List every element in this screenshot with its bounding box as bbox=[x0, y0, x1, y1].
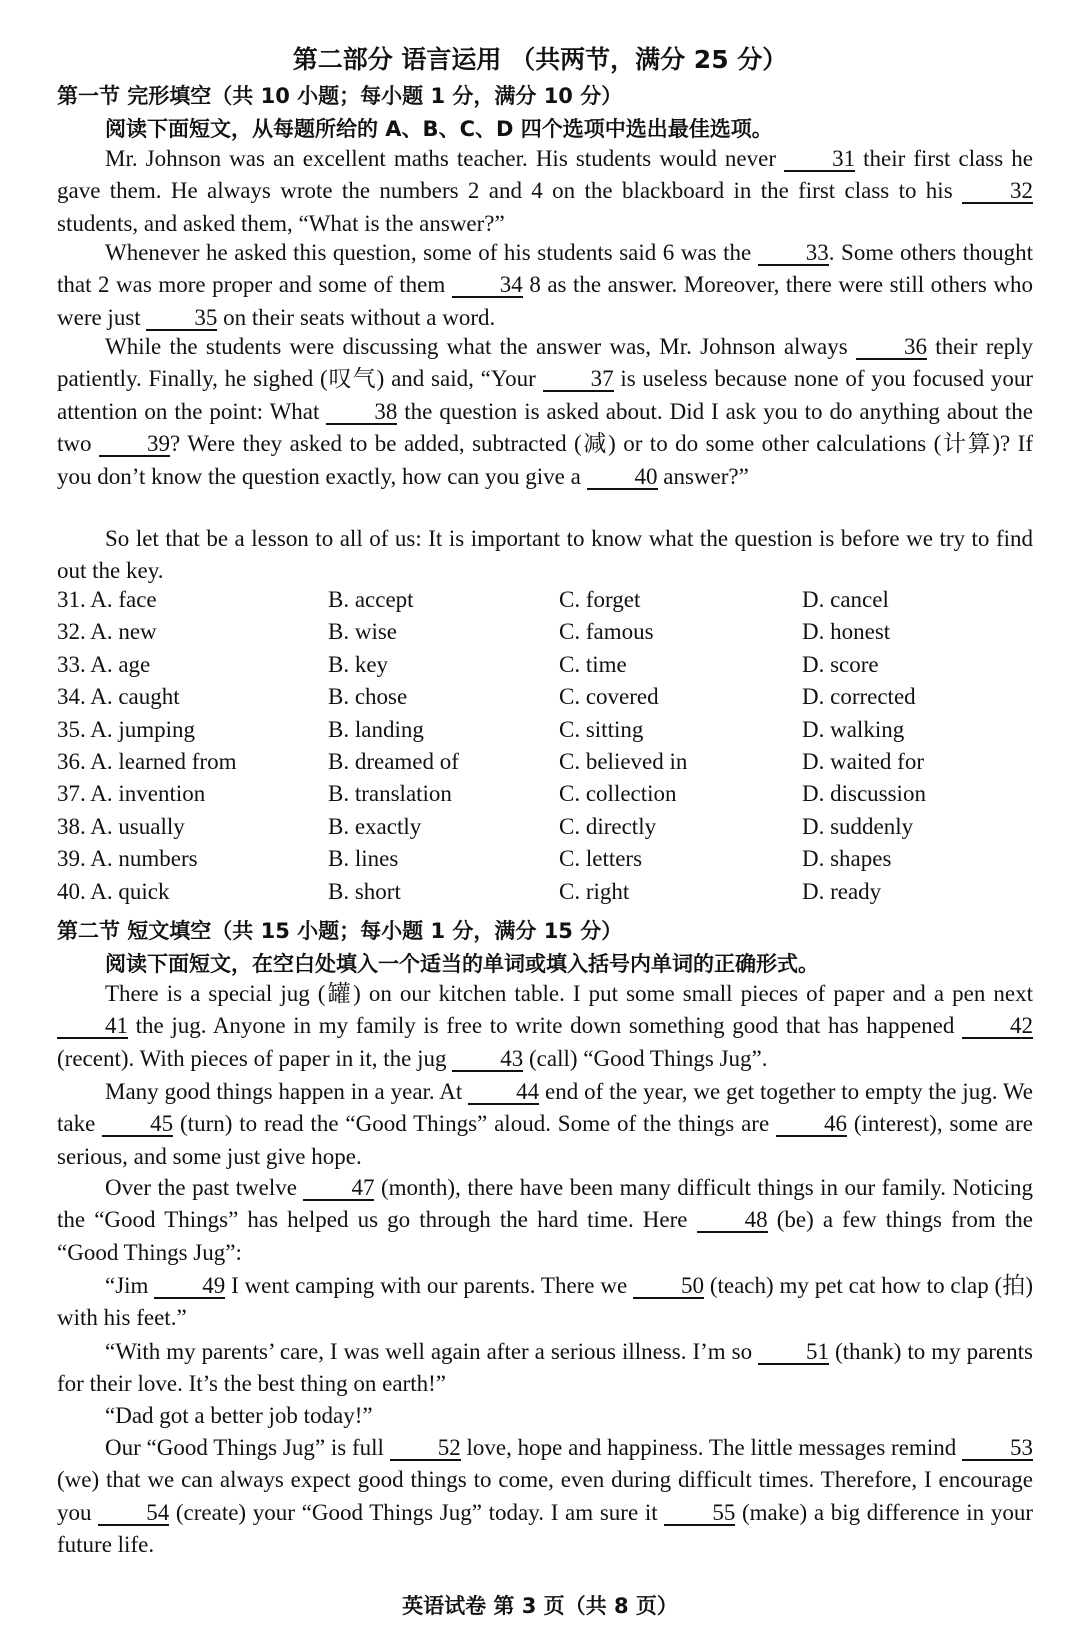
section2-instruction: 阅读下面短文，在空白处填入一个适当的单词或填入括号内单词的正确形式。 bbox=[105, 952, 819, 976]
option-b[interactable]: B. dreamed of bbox=[328, 748, 459, 774]
blank-35[interactable]: 35 bbox=[146, 307, 217, 331]
option-a[interactable]: 38. A. usually bbox=[57, 813, 185, 839]
text-run: students, and asked them, “What is the answer?” bbox=[57, 210, 505, 236]
option-c[interactable]: C. covered bbox=[559, 684, 659, 710]
option-c[interactable]: C. right bbox=[559, 878, 630, 904]
option-d[interactable]: D. walking bbox=[802, 716, 905, 742]
cloze-paragraph-3 bbox=[57, 331, 1033, 493]
option-b[interactable]: B. exactly bbox=[328, 813, 422, 839]
option-a[interactable]: 39. A. numbers bbox=[57, 846, 198, 872]
option-d[interactable]: D. corrected bbox=[802, 684, 916, 710]
option-d[interactable]: D. score bbox=[802, 651, 879, 677]
text-run: (recent). With pieces of paper in it, the jug bbox=[57, 1045, 453, 1071]
option-d[interactable]: D. shapes bbox=[802, 846, 892, 872]
blank-39[interactable]: 39 bbox=[99, 433, 170, 457]
option-row bbox=[57, 781, 1033, 813]
text-run: (turn) to read the “Good Things” aloud. Some of the things are bbox=[173, 1111, 777, 1137]
text-run: . Some others thought that 2 was more proper and some of them bbox=[57, 240, 1033, 298]
text-run: I went camping with our parents. There we bbox=[225, 1273, 633, 1298]
option-d[interactable]: D. cancel bbox=[802, 587, 889, 612]
section1-heading: 第一节 完形填空（共 10 小题；每小题 1 分，满分 10 分） bbox=[57, 84, 623, 108]
blank-47[interactable]: 47 bbox=[303, 1177, 374, 1201]
option-a[interactable]: 33. A. age bbox=[57, 651, 151, 677]
option-row bbox=[57, 749, 1033, 781]
text-run: Mr. Johnson was an excellent maths teacher. His students would never bbox=[105, 146, 785, 171]
option-b[interactable]: B. lines bbox=[328, 846, 399, 872]
cloze-paragraph-2 bbox=[57, 237, 1033, 334]
text-run: the question is asked about. Did I ask you to do anything about the two bbox=[57, 398, 1033, 457]
text-run: While the students were discussing what the answer was, Mr. Johnson always bbox=[105, 334, 857, 359]
text-run: (be) a few things from the “Good Things Jug”: bbox=[57, 1207, 1033, 1265]
text-run: (month), there have been many difficult things in our family. Noticing the “Good Things” has helped us go through the hard time. Here bbox=[57, 1175, 1034, 1233]
options-table bbox=[57, 587, 1033, 911]
option-row bbox=[57, 717, 1033, 749]
option-a[interactable]: 40. A. quick bbox=[57, 878, 170, 904]
option-b[interactable]: B. translation bbox=[328, 781, 452, 807]
option-c[interactable]: C. directly bbox=[559, 813, 657, 839]
option-a[interactable]: 32. A. new bbox=[57, 619, 157, 645]
text-run: (we) that we can always expect good things to come, even during difficult times. Therefore, I encourage you bbox=[57, 1467, 1033, 1525]
option-d[interactable]: D. discussion bbox=[802, 781, 926, 807]
text-run: “Jim bbox=[105, 1273, 155, 1298]
text-run: Whenever he asked this question, some of his students said 6 was the bbox=[105, 240, 758, 265]
text-run: is useless because none of you focused your attention on the point: What bbox=[57, 366, 1033, 424]
fill-paragraph-7 bbox=[57, 1432, 1033, 1562]
text-run: love, hope and happiness. The little messages remind bbox=[460, 1435, 962, 1460]
option-b[interactable]: B. wise bbox=[328, 619, 397, 645]
option-c[interactable]: C. letters bbox=[559, 846, 643, 872]
option-row bbox=[57, 846, 1033, 878]
blank-41[interactable]: 41 bbox=[57, 1015, 128, 1039]
text-run: the jug. Anyone in my family is free to write down something good that has happened bbox=[128, 1013, 962, 1039]
option-row bbox=[57, 814, 1033, 846]
option-d[interactable]: D. suddenly bbox=[802, 813, 914, 839]
blank-52[interactable]: 52 bbox=[390, 1437, 461, 1461]
blank-31[interactable]: 31 bbox=[784, 148, 855, 172]
fill-paragraph-2 bbox=[57, 1076, 1033, 1173]
blank-50[interactable]: 50 bbox=[633, 1275, 704, 1299]
blank-37[interactable]: 37 bbox=[543, 368, 614, 392]
blank-49[interactable]: 49 bbox=[154, 1275, 225, 1299]
blank-33[interactable]: 33 bbox=[758, 242, 829, 266]
text-run: on their seats without a word. bbox=[217, 304, 496, 330]
blank-51[interactable]: 51 bbox=[758, 1341, 829, 1365]
text-run: Many good things happen in a year. At bbox=[105, 1079, 469, 1104]
text-run: (call) “Good Things Jug”. bbox=[523, 1045, 768, 1071]
option-a[interactable]: 35. A. jumping bbox=[57, 716, 196, 742]
text-run: (teach) my pet cat how to clap (拍) with his feet.” bbox=[57, 1273, 1033, 1331]
option-c[interactable]: C. forget bbox=[559, 587, 641, 612]
blank-48[interactable]: 48 bbox=[697, 1209, 768, 1233]
page-footer: 英语试卷 第 3 页（共 8 页） bbox=[402, 1594, 678, 1618]
text-run: Over the past twelve bbox=[105, 1175, 304, 1200]
option-a[interactable]: 34. A. caught bbox=[57, 684, 180, 710]
fill-paragraph-5 bbox=[57, 1336, 1033, 1401]
blank-34[interactable]: 34 bbox=[452, 274, 523, 298]
blank-53[interactable]: 53 bbox=[962, 1437, 1033, 1461]
blank-44[interactable]: 44 bbox=[468, 1081, 539, 1105]
option-b[interactable]: B. landing bbox=[328, 716, 424, 742]
fill-paragraph-1 bbox=[57, 978, 1033, 1075]
option-a[interactable]: 37. A. invention bbox=[57, 781, 206, 807]
text-run: 8 as the answer. Moreover, there were still others who were just bbox=[57, 272, 1034, 330]
part-title: 第二部分 语言运用 （共两节，满分 25 分） bbox=[292, 45, 788, 74]
fill-paragraph-4 bbox=[57, 1270, 1033, 1335]
section2-heading: 第二节 短文填空（共 15 小题；每小题 1 分，满分 15 分） bbox=[57, 919, 623, 943]
text-run: Our “Good Things Jug” is full bbox=[105, 1435, 390, 1460]
text-run: ? Were they asked to be added, subtracted (减) or to do some other calculations (计算)? If you don’t know the question exactly, how can you give a bbox=[57, 431, 1033, 489]
option-row bbox=[57, 619, 1033, 651]
section1-instruction: 阅读下面短文，从每题所给的 A、B、C、D 四个选项中选出最佳选项。 bbox=[105, 117, 773, 141]
text-run: answer?” bbox=[657, 463, 749, 489]
option-c[interactable]: C. time bbox=[559, 651, 627, 677]
blank-54[interactable]: 54 bbox=[98, 1502, 169, 1526]
blank-42[interactable]: 42 bbox=[962, 1015, 1033, 1039]
option-a[interactable]: 31. A. face bbox=[57, 587, 157, 612]
option-a[interactable]: 36. A. learned from bbox=[57, 748, 237, 774]
cloze-paragraph-1 bbox=[57, 143, 1033, 240]
option-b[interactable]: B. accept bbox=[328, 587, 414, 612]
option-b[interactable]: B. short bbox=[328, 878, 401, 904]
text-run: “With my parents’ care, I was well again after a serious illness. I’m so bbox=[105, 1339, 759, 1364]
fill-paragraph-3 bbox=[57, 1172, 1033, 1269]
option-d[interactable]: D. honest bbox=[802, 619, 891, 645]
blank-36[interactable]: 36 bbox=[856, 336, 927, 360]
text-run: their reply patiently. Finally, he sighed (叹气) and said, “Your bbox=[57, 334, 1033, 392]
option-d[interactable]: D. waited for bbox=[802, 748, 924, 774]
option-row bbox=[57, 684, 1033, 716]
fill-paragraph-6: “Dad got a better job today!” bbox=[105, 1403, 373, 1428]
blank-38[interactable]: 38 bbox=[326, 401, 397, 425]
option-c[interactable]: C. believed in bbox=[559, 748, 688, 774]
blank-45[interactable]: 45 bbox=[102, 1113, 173, 1137]
blank-55[interactable]: 55 bbox=[664, 1502, 735, 1526]
text-run: end of the year, we get together to empty the jug. We take bbox=[57, 1079, 1033, 1137]
text-run: (create) your “Good Things Jug” today. I am sure it bbox=[169, 1499, 665, 1525]
text-run: There is a special jug (罐) on our kitchen table. I put some small pieces of paper and a pen next bbox=[105, 981, 1033, 1006]
blank-46[interactable]: 46 bbox=[776, 1113, 847, 1137]
text-run: their first class he gave them. He always wrote the numbers 2 and 4 on the blackboard in the first class to his bbox=[57, 146, 1033, 204]
cloze-paragraph-4: So let that be a lesson to all of us: It is important to know what the question is before we try to find out the key. bbox=[57, 526, 1033, 584]
text-run: (interest), some are serious, and some just give hope. bbox=[57, 1111, 1033, 1169]
option-b[interactable]: B. chose bbox=[328, 684, 408, 710]
option-b[interactable]: B. key bbox=[328, 651, 389, 677]
option-row bbox=[57, 652, 1033, 684]
blank-40[interactable]: 40 bbox=[587, 466, 658, 490]
option-row bbox=[57, 879, 1033, 911]
option-row bbox=[57, 587, 1033, 619]
blank-43[interactable]: 43 bbox=[452, 1048, 523, 1072]
blank-32[interactable]: 32 bbox=[962, 180, 1033, 204]
option-d[interactable]: D. ready bbox=[802, 878, 882, 904]
option-c[interactable]: C. collection bbox=[559, 781, 677, 807]
text-run: (make) a big difference in your future life. bbox=[57, 1499, 1034, 1558]
option-c[interactable]: C. famous bbox=[559, 619, 654, 645]
option-c[interactable]: C. sitting bbox=[559, 716, 644, 742]
text-run: (thank) to my parents for their love. It’s the best thing on earth!” bbox=[57, 1339, 1033, 1397]
